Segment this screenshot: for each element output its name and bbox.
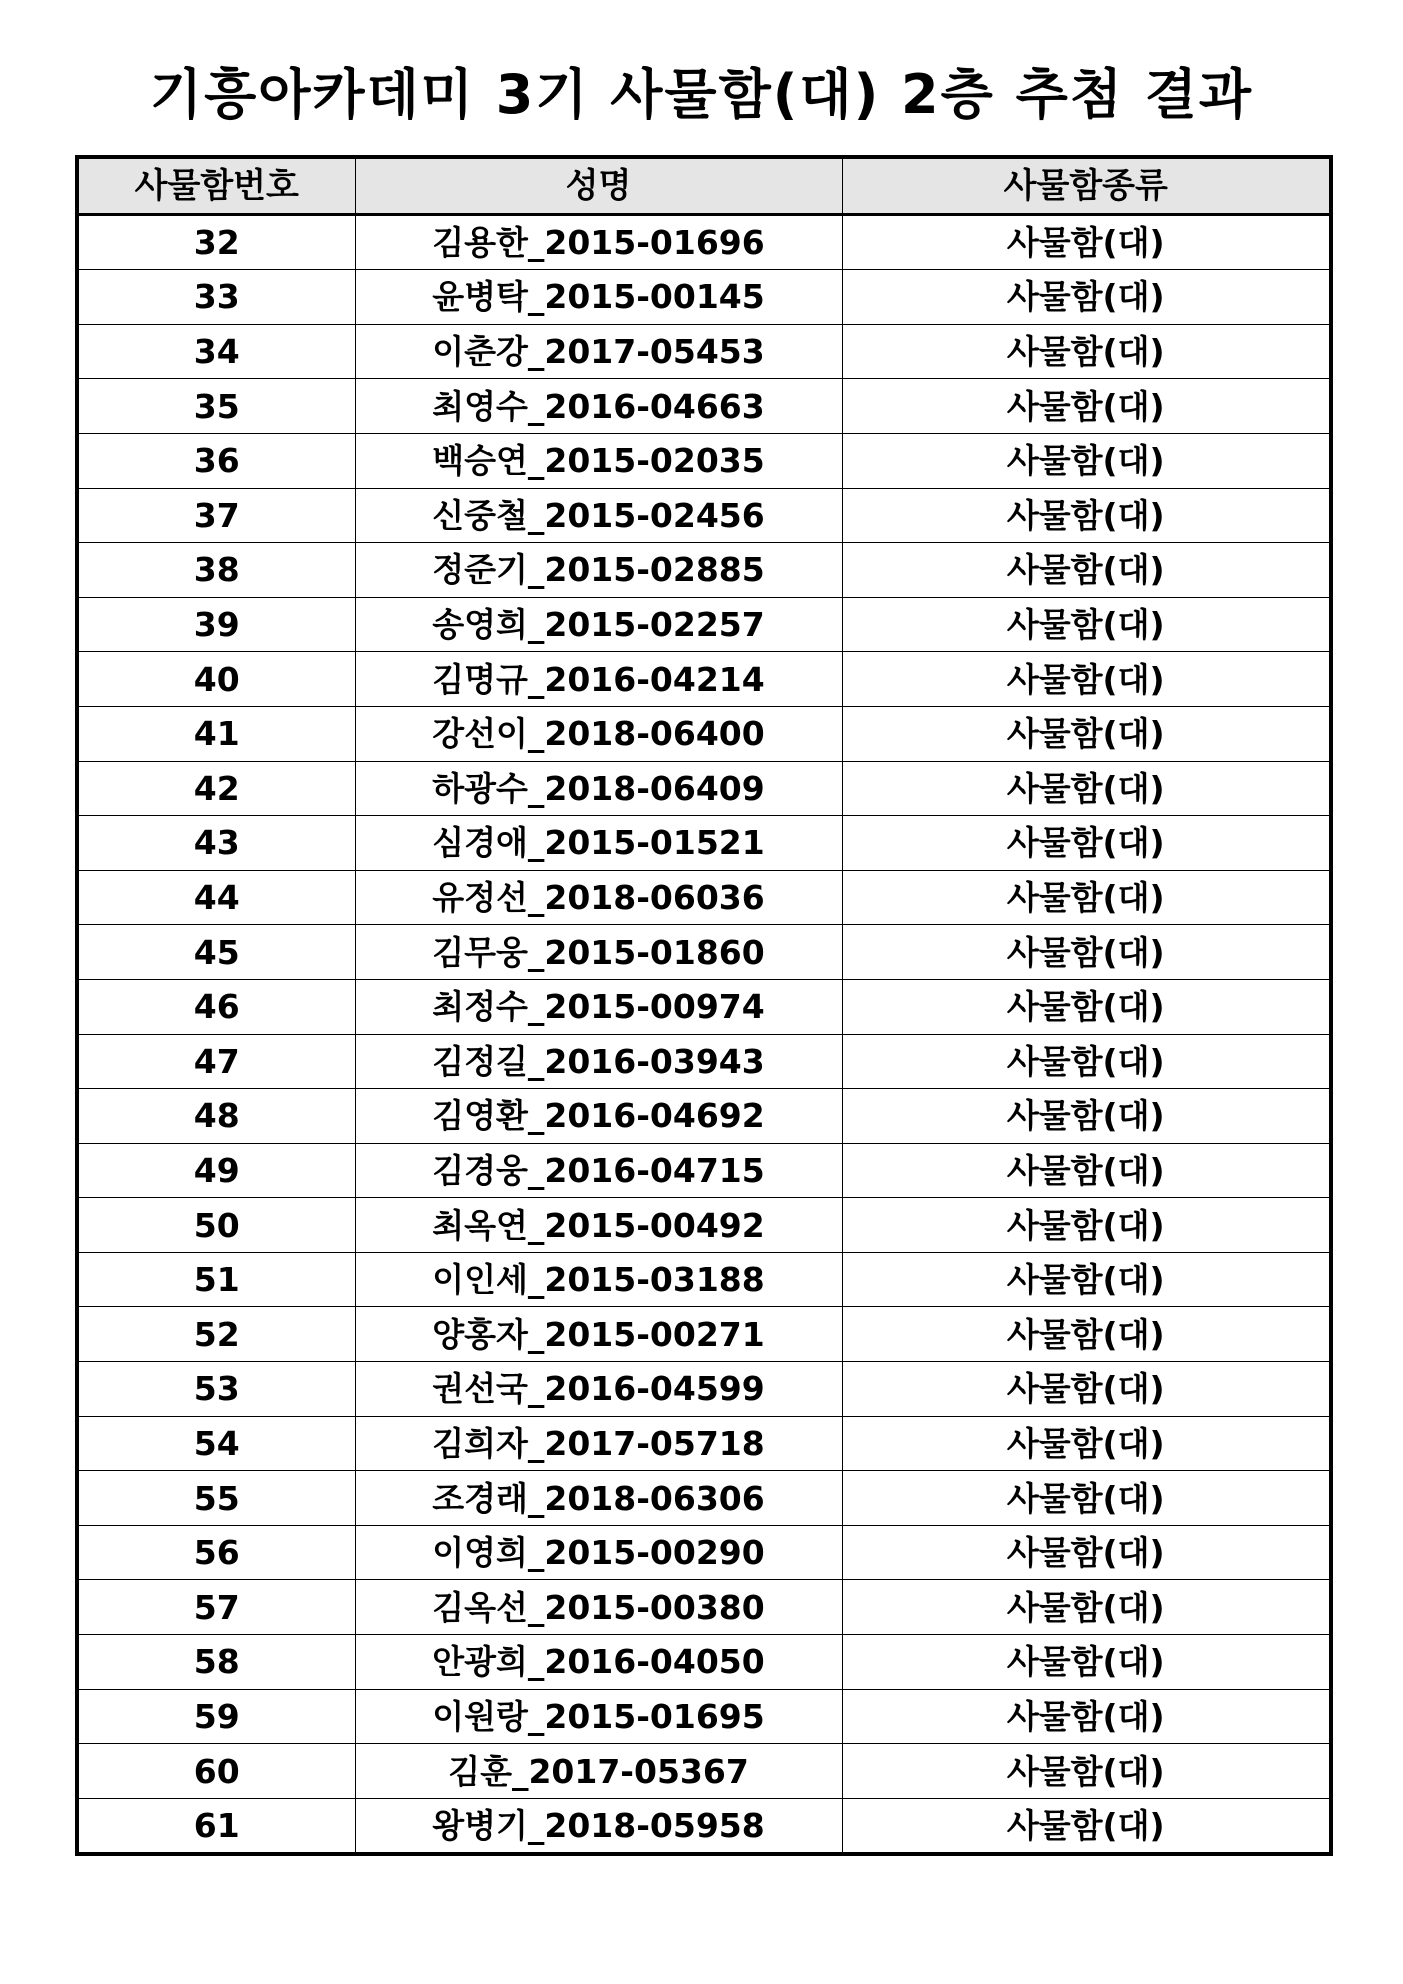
table-row (77, 1143, 1331, 1198)
cell-name: 이영희_2015-00290 (355, 1525, 842, 1580)
cell-name: 김경웅_2016-04715 (355, 1143, 842, 1198)
table-row (77, 324, 1331, 379)
cell-locker-number: 34 (77, 324, 355, 379)
table-row (77, 816, 1331, 871)
cell-locker-number: 44 (77, 870, 355, 925)
cell-locker-type: 사물함(대) (842, 1252, 1331, 1307)
table-row (77, 214, 1331, 270)
cell-name: 김정길_2016-03943 (355, 1034, 842, 1089)
cell-locker-type: 사물함(대) (842, 1798, 1331, 1854)
cell-locker-type: 사물함(대) (842, 979, 1331, 1034)
table-row (77, 1744, 1331, 1799)
cell-locker-number: 37 (77, 488, 355, 543)
cell-name: 이인세_2015-03188 (355, 1252, 842, 1307)
cell-locker-number: 56 (77, 1525, 355, 1580)
cell-locker-type: 사물함(대) (842, 597, 1331, 652)
cell-locker-number: 46 (77, 979, 355, 1034)
table-row (77, 925, 1331, 980)
cell-name: 정준기_2015-02885 (355, 543, 842, 598)
cell-locker-type: 사물함(대) (842, 1089, 1331, 1144)
cell-locker-type: 사물함(대) (842, 488, 1331, 543)
table-row (77, 870, 1331, 925)
cell-name: 양홍자_2015-00271 (355, 1307, 842, 1362)
cell-name: 윤병탁_2015-00145 (355, 270, 842, 325)
header-name: 성명 (355, 157, 842, 214)
table-row (77, 543, 1331, 598)
cell-name: 이원랑_2015-01695 (355, 1689, 842, 1744)
cell-locker-number: 55 (77, 1471, 355, 1526)
table-row (77, 1362, 1331, 1417)
cell-name: 김희자_2017-05718 (355, 1416, 842, 1471)
table-row (77, 1307, 1331, 1362)
cell-locker-number: 36 (77, 433, 355, 488)
cell-name: 김훈_2017-05367 (355, 1744, 842, 1799)
cell-name: 송영희_2015-02257 (355, 597, 842, 652)
cell-locker-number: 49 (77, 1143, 355, 1198)
cell-locker-type: 사물함(대) (842, 1307, 1331, 1362)
cell-name: 왕병기_2018-05958 (355, 1798, 842, 1854)
table-row (77, 1635, 1331, 1690)
cell-locker-number: 35 (77, 379, 355, 434)
cell-locker-type: 사물함(대) (842, 1034, 1331, 1089)
cell-name: 심경애_2015-01521 (355, 816, 842, 871)
cell-locker-number: 41 (77, 706, 355, 761)
table-row (77, 379, 1331, 434)
cell-locker-type: 사물함(대) (842, 379, 1331, 434)
table-row (77, 979, 1331, 1034)
cell-locker-type: 사물함(대) (842, 1744, 1331, 1799)
cell-locker-number: 45 (77, 925, 355, 980)
cell-name: 최옥연_2015-00492 (355, 1198, 842, 1253)
cell-locker-type: 사물함(대) (842, 652, 1331, 707)
cell-locker-type: 사물함(대) (842, 1362, 1331, 1417)
table-row (77, 488, 1331, 543)
cell-locker-type: 사물함(대) (842, 214, 1331, 270)
cell-locker-number: 52 (77, 1307, 355, 1362)
header-locker-number: 사물함번호 (77, 157, 355, 214)
cell-locker-type: 사물함(대) (842, 433, 1331, 488)
cell-name: 최정수_2015-00974 (355, 979, 842, 1034)
table-body (77, 214, 1331, 1854)
cell-locker-type: 사물함(대) (842, 1198, 1331, 1253)
cell-locker-number: 42 (77, 761, 355, 816)
cell-locker-type: 사물함(대) (842, 925, 1331, 980)
table-row (77, 433, 1331, 488)
cell-locker-number: 50 (77, 1198, 355, 1253)
table-row (77, 1471, 1331, 1526)
cell-locker-type: 사물함(대) (842, 1143, 1331, 1198)
cell-locker-number: 48 (77, 1089, 355, 1144)
header-locker-type: 사물함종류 (842, 157, 1331, 214)
cell-name: 강선이_2018-06400 (355, 706, 842, 761)
cell-locker-type: 사물함(대) (842, 543, 1331, 598)
cell-locker-number: 33 (77, 270, 355, 325)
cell-locker-type: 사물함(대) (842, 1525, 1331, 1580)
cell-name: 안광희_2016-04050 (355, 1635, 842, 1690)
locker-result-table (75, 155, 1333, 1856)
table-row (77, 597, 1331, 652)
table-row (77, 1252, 1331, 1307)
cell-name: 조경래_2018-06306 (355, 1471, 842, 1526)
cell-name: 신중철_2015-02456 (355, 488, 842, 543)
table-row (77, 1798, 1331, 1854)
cell-name: 권선국_2016-04599 (355, 1362, 842, 1417)
cell-locker-type: 사물함(대) (842, 1635, 1331, 1690)
cell-locker-number: 40 (77, 652, 355, 707)
table-row (77, 1525, 1331, 1580)
cell-name: 유정선_2018-06036 (355, 870, 842, 925)
table-row (77, 1089, 1331, 1144)
cell-locker-number: 60 (77, 1744, 355, 1799)
cell-locker-type: 사물함(대) (842, 1416, 1331, 1471)
cell-locker-type: 사물함(대) (842, 1471, 1331, 1526)
cell-locker-number: 32 (77, 214, 355, 270)
cell-locker-number: 61 (77, 1798, 355, 1854)
table-row (77, 652, 1331, 707)
cell-locker-number: 58 (77, 1635, 355, 1690)
cell-locker-number: 59 (77, 1689, 355, 1744)
table-row (77, 1689, 1331, 1744)
cell-locker-number: 54 (77, 1416, 355, 1471)
table-header-row (77, 157, 1331, 214)
cell-locker-type: 사물함(대) (842, 1580, 1331, 1635)
cell-locker-number: 38 (77, 543, 355, 598)
table-row (77, 1034, 1331, 1089)
cell-name: 이춘강_2017-05453 (355, 324, 842, 379)
cell-name: 김명규_2016-04214 (355, 652, 842, 707)
cell-name: 김영환_2016-04692 (355, 1089, 842, 1144)
cell-locker-number: 53 (77, 1362, 355, 1417)
cell-locker-type: 사물함(대) (842, 270, 1331, 325)
cell-name: 백승연_2015-02035 (355, 433, 842, 488)
cell-locker-type: 사물함(대) (842, 816, 1331, 871)
cell-locker-number: 47 (77, 1034, 355, 1089)
table-row (77, 761, 1331, 816)
cell-name: 최영수_2016-04663 (355, 379, 842, 434)
table-row (77, 706, 1331, 761)
cell-locker-type: 사물함(대) (842, 324, 1331, 379)
cell-name: 하광수_2018-06409 (355, 761, 842, 816)
table-row (77, 1580, 1331, 1635)
cell-name: 김용한_2015-01696 (355, 214, 842, 270)
cell-locker-number: 57 (77, 1580, 355, 1635)
cell-name: 김옥선_2015-00380 (355, 1580, 842, 1635)
cell-locker-type: 사물함(대) (842, 1689, 1331, 1744)
cell-locker-type: 사물함(대) (842, 761, 1331, 816)
table-row (77, 1198, 1331, 1253)
cell-locker-number: 43 (77, 816, 355, 871)
cell-locker-type: 사물함(대) (842, 870, 1331, 925)
page-title: 기흥아카데미 3기 사물함(대) 2층 추첨 결과 (149, 63, 1254, 126)
table-row (77, 270, 1331, 325)
cell-locker-number: 51 (77, 1252, 355, 1307)
cell-name: 김무웅_2015-01860 (355, 925, 842, 980)
cell-locker-type: 사물함(대) (842, 706, 1331, 761)
cell-locker-number: 39 (77, 597, 355, 652)
table-row (77, 1416, 1331, 1471)
